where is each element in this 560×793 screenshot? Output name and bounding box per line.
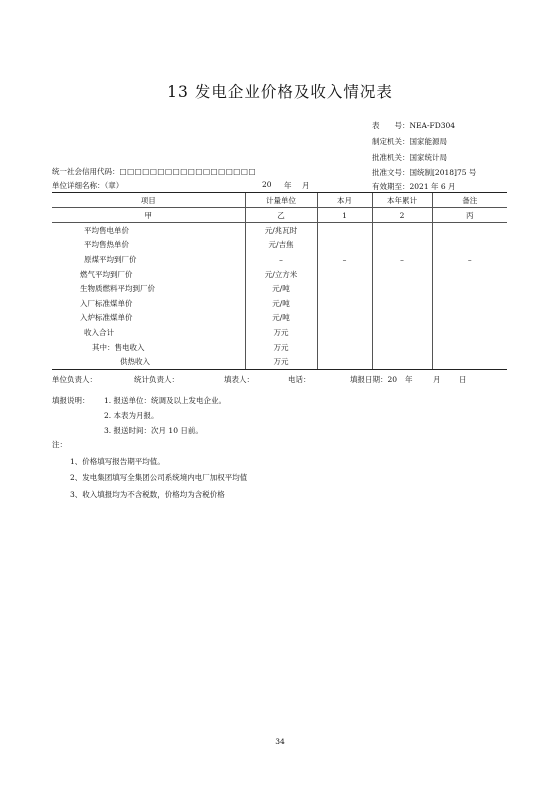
- row-month-input[interactable]: [317, 296, 372, 311]
- header-month: 本月: [317, 193, 372, 208]
- unit-name-label: 单位详细名称：（章）: [52, 181, 124, 190]
- note-item: 3、收入填报均为不含税数，价格均为含税价格: [70, 490, 225, 499]
- row-note-input[interactable]: [432, 311, 507, 326]
- fill-date-month: 月: [433, 375, 441, 384]
- notes-label: 注：: [52, 440, 67, 449]
- instructions-label: 填报说明：: [52, 396, 90, 405]
- row-ytd-input[interactable]: [372, 340, 432, 355]
- instruction-item: 2. 本表为月报。: [104, 411, 159, 420]
- row-unit: 元/吨: [245, 311, 317, 326]
- row-item: 平均售电单价: [84, 225, 129, 235]
- row-ytd-input[interactable]: –: [372, 252, 432, 267]
- row-note-input[interactable]: [432, 281, 507, 296]
- row-month-input[interactable]: [317, 223, 372, 238]
- code-item: 甲: [52, 208, 245, 223]
- table-row: [52, 311, 507, 326]
- row-ytd-input[interactable]: [372, 281, 432, 296]
- row-unit: 元/吨: [245, 296, 317, 311]
- row-item: 其中：售电收入: [92, 342, 145, 352]
- row-month-input[interactable]: –: [317, 252, 372, 267]
- row-ytd-input[interactable]: [372, 296, 432, 311]
- table-row: [52, 281, 507, 296]
- form-number: [372, 120, 455, 131]
- header-note: 备注: [432, 193, 507, 208]
- table-row: [52, 223, 507, 238]
- period-year: 年: [284, 181, 292, 190]
- fill-date-day: 日: [459, 375, 467, 384]
- table-row: [52, 296, 507, 311]
- row-note-input[interactable]: [432, 325, 507, 340]
- period-year-prefix: 20: [262, 180, 272, 189]
- row-month-input[interactable]: [317, 340, 372, 355]
- authority-value: 国家能源局: [409, 137, 447, 146]
- code-month: 1: [317, 208, 372, 223]
- valid-until-value: 2021 年 6 月: [409, 182, 456, 191]
- authority-label: 制定机关：: [372, 137, 410, 146]
- code-ytd: 2: [372, 208, 432, 223]
- header-ytd: 本年累计: [372, 193, 432, 208]
- row-unit: 万元: [245, 340, 317, 355]
- row-ytd-input[interactable]: [372, 354, 432, 369]
- row-item: 入炉标准煤单价: [80, 313, 133, 323]
- row-unit: 元/吉焦: [245, 238, 317, 253]
- row-item: 入厂标准煤单价: [80, 298, 133, 308]
- row-item: 原煤平均到厂价: [84, 254, 137, 264]
- phone-label: 电话：: [288, 375, 311, 384]
- row-unit: 元/吨: [245, 281, 317, 296]
- row-note-input[interactable]: –: [432, 252, 507, 267]
- page-number: 34: [275, 737, 285, 746]
- table-row: [52, 354, 507, 369]
- row-note-input[interactable]: [432, 296, 507, 311]
- row-item: 供热收入: [52, 354, 245, 369]
- valid-until-label: 有效期至：: [372, 182, 410, 191]
- row-note-input[interactable]: [432, 238, 507, 253]
- row-ytd-input[interactable]: [372, 311, 432, 326]
- approval-number: [372, 167, 476, 178]
- approver-value: 国家统计局: [409, 153, 447, 162]
- code-unit: 乙: [245, 208, 317, 223]
- approval-number-value: 国统制[2018]75 号: [409, 168, 477, 177]
- row-month-input[interactable]: [317, 354, 372, 369]
- approval-number-label: 批准文号：: [372, 168, 410, 177]
- form-number-value: NEA-FD304: [409, 121, 456, 130]
- authority: [372, 136, 447, 147]
- instruction-item: 1. 报送单位：统调及以上发电企业。: [104, 396, 227, 405]
- credit-code-label: 统一社会信用代码：: [52, 167, 120, 176]
- header-unit: 计量单位: [245, 193, 317, 208]
- header-item: 项目: [52, 193, 245, 208]
- form-number-label: 表 号：: [372, 121, 410, 130]
- fill-date-year: 年: [405, 375, 413, 384]
- table-code-row: [52, 208, 507, 223]
- row-month-input[interactable]: [317, 238, 372, 253]
- fill-date-label: 填报日期：20: [350, 375, 398, 384]
- row-unit: 万元: [245, 325, 317, 340]
- table-row: [52, 340, 507, 355]
- approver-label: 批准机关：: [372, 153, 410, 162]
- stat-head-label: 统计负责人：: [134, 375, 179, 384]
- row-ytd-input[interactable]: [372, 238, 432, 253]
- approver: [372, 152, 447, 163]
- table-row: [52, 238, 507, 253]
- row-month-input[interactable]: [317, 311, 372, 326]
- row-month-input[interactable]: [317, 325, 372, 340]
- row-unit: 元/兆瓦时: [245, 223, 317, 238]
- valid-until: [372, 181, 456, 192]
- row-item: 生物质燃料平均到厂价: [80, 284, 155, 294]
- note-item: 2、发电集团填写全集团公司系统境内电厂加权平均值: [70, 473, 248, 482]
- table-row: [52, 252, 507, 267]
- row-month-input[interactable]: [317, 281, 372, 296]
- row-note-input[interactable]: [432, 354, 507, 369]
- row-item: 收入合计: [84, 327, 114, 337]
- row-unit: 万元: [245, 354, 317, 369]
- credit-code: [52, 166, 256, 177]
- unit-head-label: 单位负责人：: [52, 375, 97, 384]
- credit-code-boxes[interactable]: □□□□□□□□□□□□□□□□□□: [119, 167, 257, 176]
- filler-label: 填表人：: [224, 375, 254, 384]
- table-row: [52, 325, 507, 340]
- note-item: 1、价格填写报告期平均值。: [70, 457, 165, 466]
- row-month-input[interactable]: [317, 267, 372, 282]
- row-unit: 元/立方米: [245, 267, 317, 282]
- row-note-input[interactable]: [432, 340, 507, 355]
- period-month: 月: [302, 181, 310, 190]
- code-note: 丙: [432, 208, 507, 223]
- row-ytd-input[interactable]: [372, 267, 432, 282]
- row-note-input[interactable]: [432, 267, 507, 282]
- row-note-input[interactable]: [432, 223, 507, 238]
- instruction-item: 3. 报送时间：次月 10 日前。: [104, 426, 203, 435]
- row-item: 平均售热单价: [84, 240, 129, 250]
- price-income-table: [52, 193, 507, 370]
- row-ytd-input[interactable]: [372, 223, 432, 238]
- page-title: 13 发电企业价格及收入情况表: [167, 83, 393, 101]
- table-header-row: [52, 193, 507, 208]
- row-item: 燃气平均到厂价: [80, 269, 133, 279]
- table-row: [52, 267, 507, 282]
- row-ytd-input[interactable]: [372, 325, 432, 340]
- row-unit: –: [245, 252, 317, 267]
